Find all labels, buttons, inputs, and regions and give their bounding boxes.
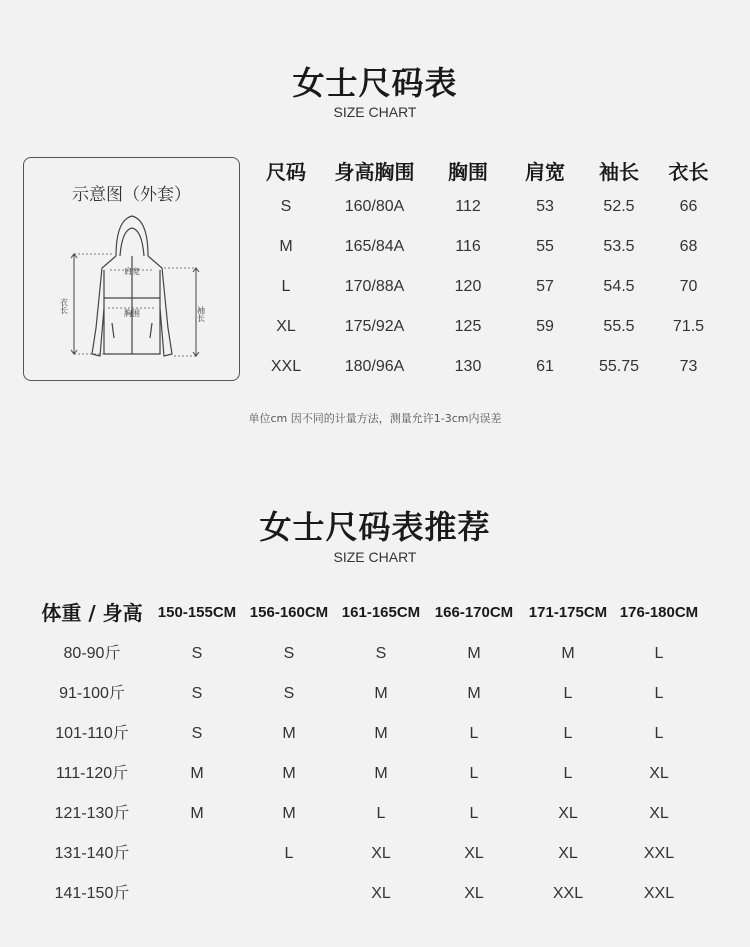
table-cell: L xyxy=(654,645,664,662)
table-cell: S xyxy=(280,198,292,215)
table-row xyxy=(33,793,723,833)
table-cell: 52.5 xyxy=(603,198,635,215)
table-row xyxy=(255,312,725,352)
table-row xyxy=(33,713,723,753)
header-cell: 156-160CM xyxy=(249,604,329,621)
table-cell: 175/92A xyxy=(344,318,405,335)
page-subtitle-1: SIZE CHART xyxy=(333,104,417,120)
table-cell: 80-90斤 xyxy=(63,645,121,662)
table-cell: 116 xyxy=(455,238,481,255)
table-cell: 55.5 xyxy=(603,318,635,335)
table-cell: 141-150斤 xyxy=(54,885,130,902)
table-cell: XL xyxy=(649,765,669,782)
table-row xyxy=(255,352,725,392)
table-cell: L xyxy=(284,845,294,862)
size-table-header xyxy=(255,152,725,192)
table-cell: 59 xyxy=(536,318,554,335)
header-cell: 身高胸围 xyxy=(334,160,415,184)
table-cell: 55 xyxy=(536,238,554,255)
table-cell: M xyxy=(467,685,481,702)
table-cell: 66 xyxy=(679,198,698,215)
table-row xyxy=(255,272,725,312)
table-cell: XXL xyxy=(643,845,675,862)
table-cell: XXL xyxy=(643,885,675,902)
table-cell: M xyxy=(279,238,293,255)
table-cell: L xyxy=(469,765,479,782)
table-row xyxy=(33,753,723,793)
header-cell: 171-175CM xyxy=(528,604,608,621)
table-cell: M xyxy=(374,765,388,782)
table-cell: M xyxy=(467,645,481,662)
table-cell: L xyxy=(563,765,573,782)
table-row xyxy=(33,673,723,713)
table-cell: L xyxy=(469,725,479,742)
table-cell: 111-120斤 xyxy=(55,765,129,782)
table-cell: M xyxy=(561,645,575,662)
table-cell: M xyxy=(282,805,296,822)
table-cell: S xyxy=(375,645,387,662)
table-cell: 160/80A xyxy=(344,198,405,215)
table-cell: XL xyxy=(371,845,391,862)
table-cell: XL xyxy=(649,805,669,822)
header-cell: 尺码 xyxy=(266,160,306,184)
table-cell: M xyxy=(374,725,388,742)
table-cell: XL xyxy=(371,885,391,902)
measurement-note: 单位cm 因不同的计量方法，测量允许1-3cm内误差 xyxy=(248,412,502,425)
table-cell: 54.5 xyxy=(603,278,635,295)
table-cell: S xyxy=(191,725,203,742)
table-cell: 180/96A xyxy=(344,358,405,375)
table-cell: 131-140斤 xyxy=(54,845,130,862)
table-cell: 57 xyxy=(536,278,554,295)
table-cell: 53.5 xyxy=(603,238,635,255)
recommend-table xyxy=(33,593,723,913)
page-title-2: 女士尺码表推荐 xyxy=(259,508,491,546)
table-row xyxy=(33,833,723,873)
table-cell: 53 xyxy=(536,198,554,215)
header-cell: 胸围 xyxy=(448,160,488,184)
diagram-caption: 示意图（外套） xyxy=(72,185,191,205)
table-cell: XL xyxy=(558,845,578,862)
header-cell: 袖长 xyxy=(599,160,639,184)
table-cell: 73 xyxy=(679,358,698,375)
table-cell: L xyxy=(563,725,573,742)
table-cell: 61 xyxy=(536,358,554,375)
table-cell: S xyxy=(191,645,203,662)
table-cell: 91-100斤 xyxy=(59,685,125,702)
table-cell: XL xyxy=(464,845,484,862)
table-cell: 170/88A xyxy=(344,278,405,295)
table-cell: 68 xyxy=(679,238,698,255)
table-cell: XL xyxy=(464,885,484,902)
table-row xyxy=(255,192,725,232)
header-cell: 肩宽 xyxy=(525,160,565,184)
label-length: 衣长 xyxy=(59,298,69,314)
table-cell: 55.75 xyxy=(598,358,640,375)
recommend-table-header xyxy=(33,593,723,633)
table-cell: M xyxy=(282,765,296,782)
label-sleeve: 袖长 xyxy=(196,306,206,322)
table-cell xyxy=(151,873,243,913)
header-cell: 150-155CM xyxy=(157,604,237,621)
table-row xyxy=(255,232,725,272)
table-cell xyxy=(243,873,335,913)
table-cell: L xyxy=(376,805,386,822)
table-cell: L xyxy=(654,685,664,702)
page-title-1: 女士尺码表 xyxy=(292,64,458,102)
table-cell: M xyxy=(374,685,388,702)
header-cell: 161-165CM xyxy=(341,604,421,621)
table-row xyxy=(33,633,723,673)
table-cell: 120 xyxy=(454,278,482,295)
jacket-outline-icon xyxy=(24,158,241,382)
table-cell: 130 xyxy=(454,358,482,375)
table-cell xyxy=(151,833,243,873)
table-row xyxy=(33,873,723,913)
table-cell: XL xyxy=(276,318,296,335)
table-cell: S xyxy=(283,685,295,702)
table-cell: 125 xyxy=(454,318,482,335)
table-cell: 165/84A xyxy=(344,238,405,255)
size-table xyxy=(255,152,725,392)
label-chest: 胸围 xyxy=(124,309,140,318)
header-cell: 166-170CM xyxy=(434,604,514,621)
table-cell: M xyxy=(190,805,204,822)
table-cell: M xyxy=(190,765,204,782)
table-cell: L xyxy=(469,805,479,822)
table-cell: XL xyxy=(558,805,578,822)
table-cell: L xyxy=(281,278,291,295)
table-cell: M xyxy=(282,725,296,742)
table-cell: S xyxy=(191,685,203,702)
jacket-diagram xyxy=(23,157,240,381)
table-cell: 121-130斤 xyxy=(54,805,130,822)
header-cell: 体重 / 身高 xyxy=(41,601,143,625)
table-cell: S xyxy=(283,645,295,662)
table-cell: 71.5 xyxy=(672,318,705,335)
table-cell: XXL xyxy=(552,885,584,902)
table-cell: 101-110斤 xyxy=(55,725,129,742)
header-cell: 衣长 xyxy=(668,160,709,184)
header-cell: 176-180CM xyxy=(619,604,699,621)
page-subtitle-2: SIZE CHART xyxy=(333,549,417,565)
table-cell: 112 xyxy=(455,198,481,215)
table-cell: L xyxy=(654,725,664,742)
table-cell: L xyxy=(563,685,573,702)
label-shoulder: 肩宽 xyxy=(124,267,140,276)
table-cell: XXL xyxy=(270,358,302,375)
table-cell: 70 xyxy=(679,278,698,295)
